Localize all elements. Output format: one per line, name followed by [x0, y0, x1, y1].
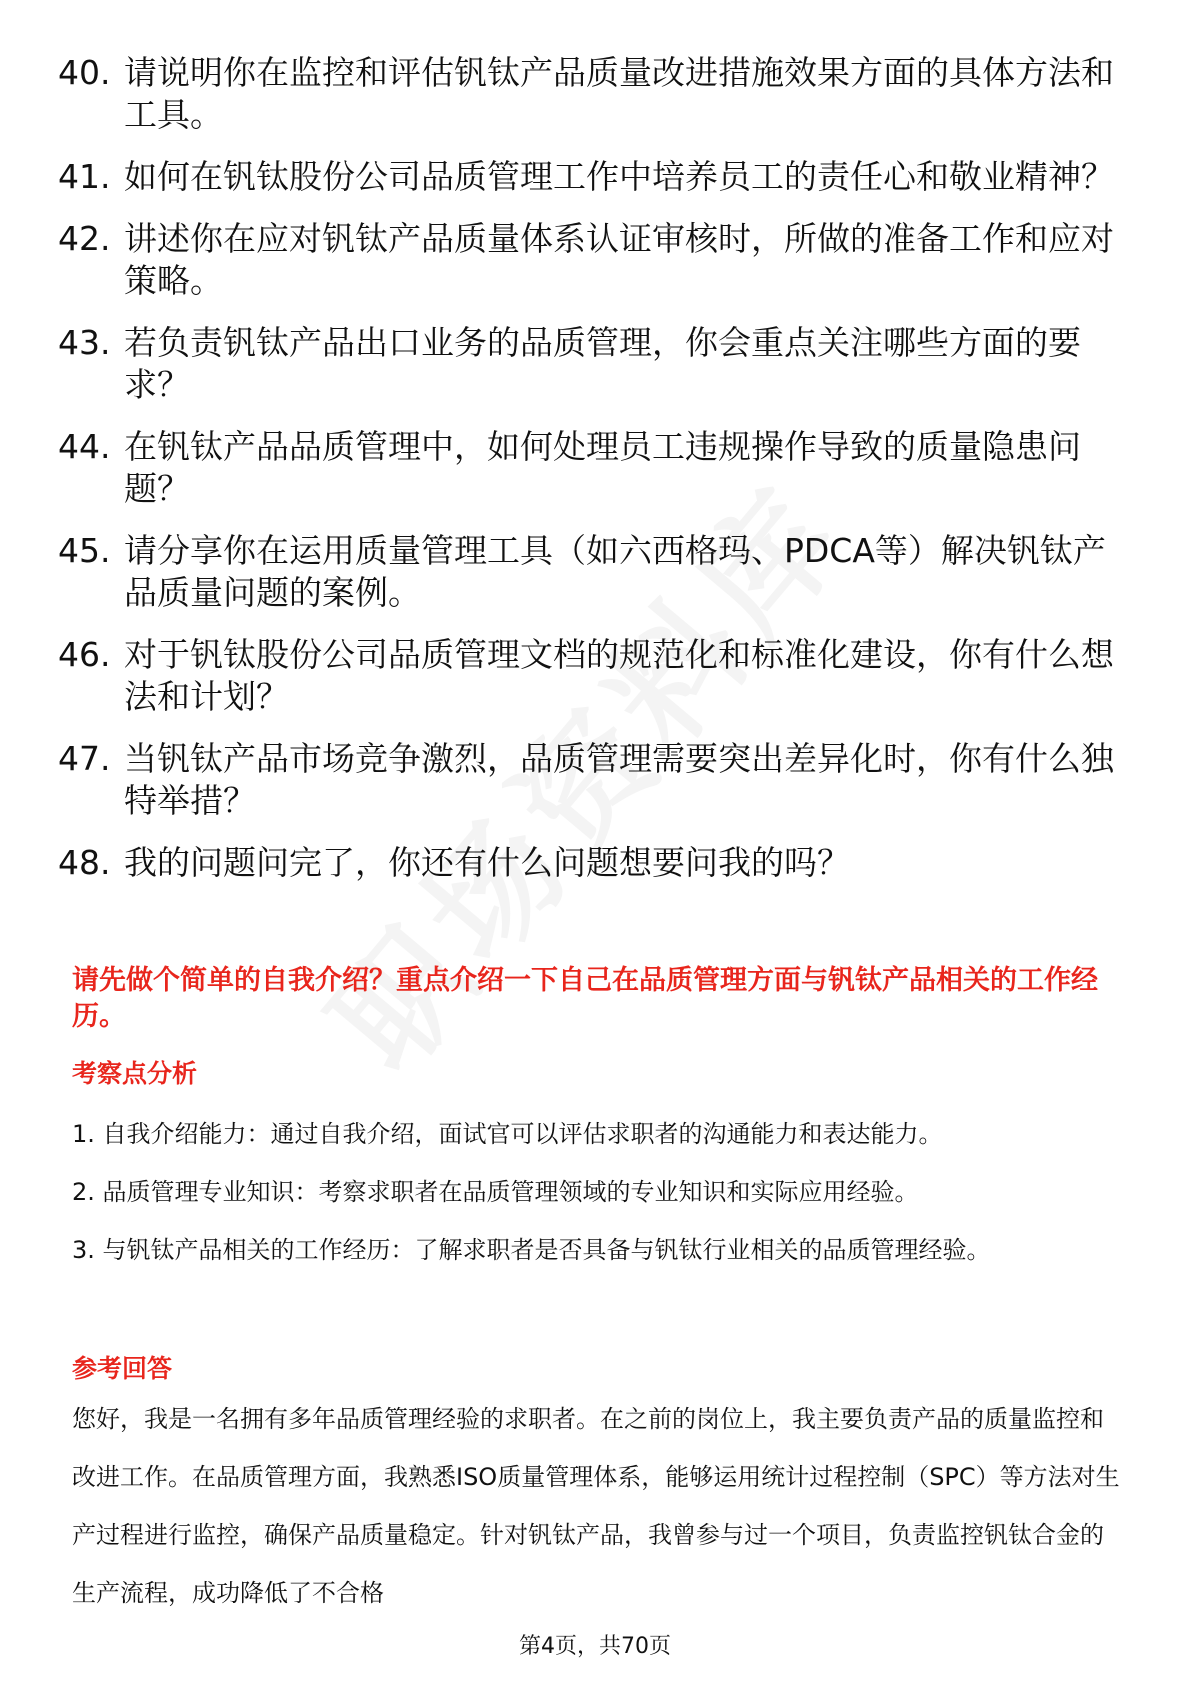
page-footer: 第4页，共70页 — [519, 1634, 671, 1659]
list-item — [58, 530, 1118, 614]
analysis-points — [72, 1105, 1122, 1279]
list-item — [58, 52, 1118, 136]
question-list — [58, 52, 1118, 904]
list-item — [58, 156, 1118, 198]
analysis-point: 3. 与钒钛产品相关的工作经历：了解求职者是否具备与钒钛行业相关的品质管理经验。 — [72, 1236, 991, 1264]
list-item — [58, 426, 1118, 510]
list-item — [58, 218, 1118, 302]
question-number: 48. — [58, 843, 111, 882]
question-number: 42. — [58, 219, 111, 258]
analysis-point: 1. 自我介绍能力：通过自我介绍，面试官可以评估求职者的沟通能力和表达能力。 — [72, 1120, 943, 1148]
question-number: 41. — [58, 157, 111, 196]
section-question-heading: 请先做个简单的自我介绍？重点介绍一下自己在品质管理方面与钒钛产品相关的工作经历。 — [72, 965, 1098, 1032]
question-text: 在钒钛产品品质管理中，如何处理员工违规操作导致的质量隐患问题？ — [124, 427, 1081, 508]
question-text: 请说明你在监控和评估钒钛产品质量改进措施效果方面的具体方法和工具。 — [124, 53, 1114, 134]
question-number: 40. — [58, 53, 111, 92]
question-number: 47. — [58, 739, 111, 778]
question-text: 讲述你在应对钒钛产品质量体系认证审核时，所做的准备工作和应对策略。 — [124, 219, 1114, 300]
question-text: 如何在钒钛股份公司品质管理工作中培养员工的责任心和敬业精神？ — [124, 157, 1114, 196]
list-item — [58, 634, 1118, 718]
question-number: 43. — [58, 323, 111, 362]
analysis-point: 2. 品质管理专业知识：考察求职者在品质管理领域的专业知识和实际应用经验。 — [72, 1178, 919, 1206]
list-item — [58, 842, 1118, 884]
analysis-heading: 考察点分析 — [72, 1059, 198, 1088]
list-item — [58, 322, 1118, 406]
answer-heading: 参考回答 — [72, 1354, 173, 1383]
list-item — [58, 738, 1118, 822]
question-text: 对于钒钛股份公司品质管理文档的规范化和标准化建设，你有什么想法和计划？ — [124, 635, 1114, 716]
question-text: 请分享你在运用质量管理工具（如六西格玛、PDCA等）解决钒钛产品质量问题的案例。 — [124, 531, 1106, 612]
question-text: 我的问题问完了，你还有什么问题想要问我的吗？ — [124, 843, 850, 882]
question-number: 45. — [58, 531, 111, 570]
question-text: 当钒钛产品市场竞争激烈，品质管理需要突出差异化时，你有什么独特举措？ — [124, 739, 1114, 820]
question-number: 44. — [58, 427, 111, 466]
question-text: 若负责钒钛产品出口业务的品质管理，你会重点关注哪些方面的要求？ — [124, 323, 1081, 404]
question-number: 46. — [58, 635, 111, 674]
answer-paragraph: 您好，我是一名拥有多年品质管理经验的求职者。在之前的岗位上，我主要负责产品的质量监控和改进工作。在品质管理方面，我熟悉ISO质量管理体系，能够运用统计过程控制（SPC）等方法对生产过程进行监控，确保产品质量稳定。针对钒钛产品，我曾参与过一个项目，负责监控钒钛合金的生产流程，成功降低了不合格 — [72, 1405, 1120, 1607]
